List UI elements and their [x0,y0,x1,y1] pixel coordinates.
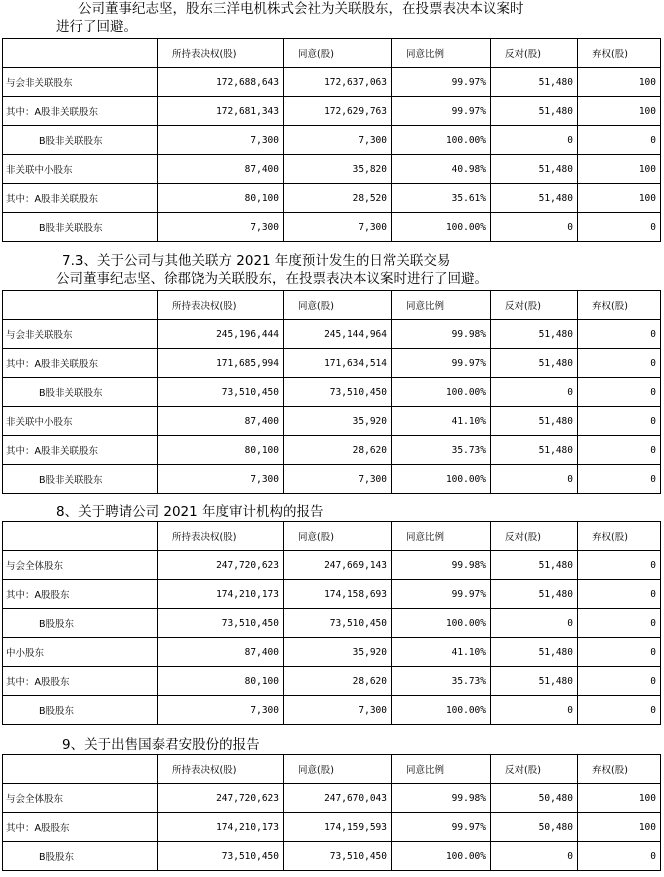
row-label: 其中：A股非关联股东 [3,184,158,213]
approve-cell: 73,510,450 [284,609,392,638]
approve-ratio-cell: 100.00% [392,465,491,494]
approve-ratio-cell: 35.73% [392,667,491,696]
table-row [3,813,661,842]
table-row [3,320,661,349]
row-label: 非关联中小股东 [3,155,158,184]
approve-cell: 35,920 [284,638,392,667]
shares-held-cell: 7,300 [158,213,284,242]
s3-heading: 8、关于聘请公司 2021 年度审计机构的报告 [56,504,324,520]
abstain-cell: 100 [578,155,661,184]
approve-cell: 7,300 [284,696,392,725]
row-label: 与会非关联股东 [3,68,158,97]
oppose-cell: 51,480 [491,349,578,378]
abstain-cell: 0 [578,349,661,378]
approve-ratio-cell: 100.00% [392,213,491,242]
approve-cell: 245,144,964 [284,320,392,349]
header-cell: 所持表决权(股) [158,522,284,551]
abstain-cell: 0 [578,580,661,609]
approve-cell: 247,669,143 [284,551,392,580]
abstain-cell: 0 [578,842,661,871]
oppose-cell: 51,480 [491,320,578,349]
approve-cell: 171,634,514 [284,349,392,378]
approve-ratio-cell: 99.97% [392,97,491,126]
oppose-cell: 51,480 [491,407,578,436]
approve-ratio-cell: 100.00% [392,696,491,725]
abstain-cell: 0 [578,638,661,667]
oppose-cell: 50,480 [491,784,578,813]
s4-heading: 9、关于出售国泰君安股份的报告 [62,737,260,753]
header-cell: 反对(股) [491,39,578,68]
shares-held-cell: 73,510,450 [158,609,284,638]
s1-paragraph-line-1: 公司董事纪志坚，股东三洋电机株式会社为关联股东，在投票表决本议案时 [78,1,524,17]
oppose-cell: 0 [491,696,578,725]
header-cell: 所持表决权(股) [158,291,284,320]
table-row [3,436,661,465]
shares-held-cell: 87,400 [158,407,284,436]
shares-held-cell: 73,510,450 [158,842,284,871]
vote-table-2 [2,290,661,494]
shares-held-cell: 80,100 [158,667,284,696]
abstain-cell: 0 [578,696,661,725]
approve-cell: 247,670,043 [284,784,392,813]
abstain-cell: 0 [578,320,661,349]
table-row [3,213,661,242]
header-cell: 反对(股) [491,291,578,320]
approve-cell: 172,637,063 [284,68,392,97]
approve-cell: 28,520 [284,184,392,213]
row-label: B股非关联股东 [3,126,158,155]
oppose-cell: 51,480 [491,580,578,609]
shares-held-cell: 73,510,450 [158,378,284,407]
approve-cell: 174,158,693 [284,580,392,609]
approve-cell: 7,300 [284,126,392,155]
approve-ratio-cell: 99.97% [392,813,491,842]
shares-held-cell: 171,685,994 [158,349,284,378]
vote-table-4 [2,754,661,871]
table-row [3,184,661,213]
header-cell: 同意(股) [284,755,392,784]
table-header-row [3,39,661,68]
abstain-cell: 100 [578,184,661,213]
header-cell: 弃权(股) [578,522,661,551]
row-label: B股非关联股东 [3,465,158,494]
row-label: 与会非关联股东 [3,320,158,349]
abstain-cell: 100 [578,813,661,842]
table-row [3,378,661,407]
abstain-cell: 100 [578,784,661,813]
approve-ratio-cell: 100.00% [392,609,491,638]
oppose-cell: 51,480 [491,184,578,213]
shares-held-cell: 174,210,173 [158,580,284,609]
abstain-cell: 0 [578,609,661,638]
abstain-cell: 100 [578,97,661,126]
header-cell: 弃权(股) [578,291,661,320]
header-cell: 反对(股) [491,522,578,551]
approve-ratio-cell: 99.98% [392,784,491,813]
approve-ratio-cell: 35.73% [392,436,491,465]
s1-paragraph-line-2: 进行了回避。 [56,19,137,35]
approve-ratio-cell: 99.97% [392,580,491,609]
shares-held-cell: 87,400 [158,638,284,667]
oppose-cell: 51,480 [491,97,578,126]
shares-held-cell: 7,300 [158,696,284,725]
table-header-row [3,755,661,784]
abstain-cell: 0 [578,126,661,155]
row-label: B股非关联股东 [3,213,158,242]
approve-ratio-cell: 99.97% [392,349,491,378]
shares-held-cell: 172,681,343 [158,97,284,126]
oppose-cell: 0 [491,126,578,155]
row-label: 其中：A股非关联股东 [3,436,158,465]
shares-held-cell: 7,300 [158,465,284,494]
table-row [3,155,661,184]
table-row [3,349,661,378]
oppose-cell: 51,480 [491,436,578,465]
approve-cell: 35,920 [284,407,392,436]
header-cell: 同意(股) [284,522,392,551]
table-header-row [3,522,661,551]
abstain-cell: 0 [578,465,661,494]
shares-held-cell: 245,196,444 [158,320,284,349]
shares-held-cell: 80,100 [158,184,284,213]
table-row [3,638,661,667]
oppose-cell: 51,480 [491,68,578,97]
header-cell: 同意比例 [392,522,491,551]
approve-cell: 35,820 [284,155,392,184]
vote-table-3 [2,521,661,725]
shares-held-cell: 247,720,623 [158,551,284,580]
table-row [3,551,661,580]
approve-ratio-cell: 99.98% [392,551,491,580]
approve-ratio-cell: 99.97% [392,68,491,97]
row-label: 与会全体股东 [3,784,158,813]
table-row [3,696,661,725]
table-header-row [3,291,661,320]
header-cell [3,522,158,551]
row-label: 其中：A股股东 [3,813,158,842]
row-label: B股股东 [3,696,158,725]
oppose-cell: 0 [491,378,578,407]
table-row [3,667,661,696]
header-cell: 同意比例 [392,755,491,784]
header-cell [3,291,158,320]
approve-cell: 73,510,450 [284,378,392,407]
row-label: 与会全体股东 [3,551,158,580]
s2-paragraph: 公司董事纪志坚、徐郡饶为关联股东，在投票表决本议案时进行了回避。 [56,271,488,287]
abstain-cell: 0 [578,667,661,696]
row-label: 中小股东 [3,638,158,667]
header-cell: 所持表决权(股) [158,755,284,784]
header-cell: 同意(股) [284,291,392,320]
abstain-cell: 0 [578,407,661,436]
header-cell: 同意(股) [284,39,392,68]
abstain-cell: 0 [578,436,661,465]
shares-held-cell: 7,300 [158,126,284,155]
approve-cell: 7,300 [284,213,392,242]
shares-held-cell: 172,688,643 [158,68,284,97]
table-row [3,580,661,609]
oppose-cell: 0 [491,609,578,638]
row-label: B股非关联股东 [3,378,158,407]
approve-ratio-cell: 99.98% [392,320,491,349]
header-cell: 弃权(股) [578,39,661,68]
shares-held-cell: 174,210,173 [158,813,284,842]
table-row [3,609,661,638]
oppose-cell: 0 [491,213,578,242]
approve-cell: 174,159,593 [284,813,392,842]
table-row [3,126,661,155]
approve-ratio-cell: 41.10% [392,638,491,667]
header-cell [3,39,158,68]
approve-cell: 172,629,763 [284,97,392,126]
approve-ratio-cell: 100.00% [392,842,491,871]
row-label: B股股东 [3,842,158,871]
row-label: 其中：A股股东 [3,580,158,609]
header-cell: 所持表决权(股) [158,39,284,68]
oppose-cell: 51,480 [491,551,578,580]
vote-table-1 [2,38,661,242]
oppose-cell: 51,480 [491,667,578,696]
oppose-cell: 51,480 [491,155,578,184]
table-row [3,784,661,813]
abstain-cell: 100 [578,68,661,97]
approve-cell: 28,620 [284,436,392,465]
table-row [3,97,661,126]
header-cell: 同意比例 [392,39,491,68]
approve-ratio-cell: 40.98% [392,155,491,184]
oppose-cell: 50,480 [491,813,578,842]
approve-ratio-cell: 35.61% [392,184,491,213]
approve-cell: 7,300 [284,465,392,494]
approve-ratio-cell: 41.10% [392,407,491,436]
abstain-cell: 0 [578,551,661,580]
shares-held-cell: 87,400 [158,155,284,184]
oppose-cell: 0 [491,842,578,871]
row-label: 其中：A股股东 [3,667,158,696]
header-cell: 同意比例 [392,291,491,320]
table-row [3,407,661,436]
table-row [3,68,661,97]
header-cell [3,755,158,784]
row-label: 其中：A股非关联股东 [3,349,158,378]
s2-heading: 7.3、关于公司与其他关联方 2021 年度预计发生的日常关联交易 [62,253,451,269]
approve-ratio-cell: 100.00% [392,378,491,407]
header-cell: 反对(股) [491,755,578,784]
table-row [3,842,661,871]
shares-held-cell: 80,100 [158,436,284,465]
row-label: 其中：A股非关联股东 [3,97,158,126]
row-label: B股股东 [3,609,158,638]
abstain-cell: 0 [578,213,661,242]
row-label: 非关联中小股东 [3,407,158,436]
approve-cell: 73,510,450 [284,842,392,871]
approve-ratio-cell: 100.00% [392,126,491,155]
oppose-cell: 51,480 [491,638,578,667]
oppose-cell: 0 [491,465,578,494]
shares-held-cell: 247,720,623 [158,784,284,813]
header-cell: 弃权(股) [578,755,661,784]
table-row [3,465,661,494]
approve-cell: 28,620 [284,667,392,696]
abstain-cell: 0 [578,378,661,407]
